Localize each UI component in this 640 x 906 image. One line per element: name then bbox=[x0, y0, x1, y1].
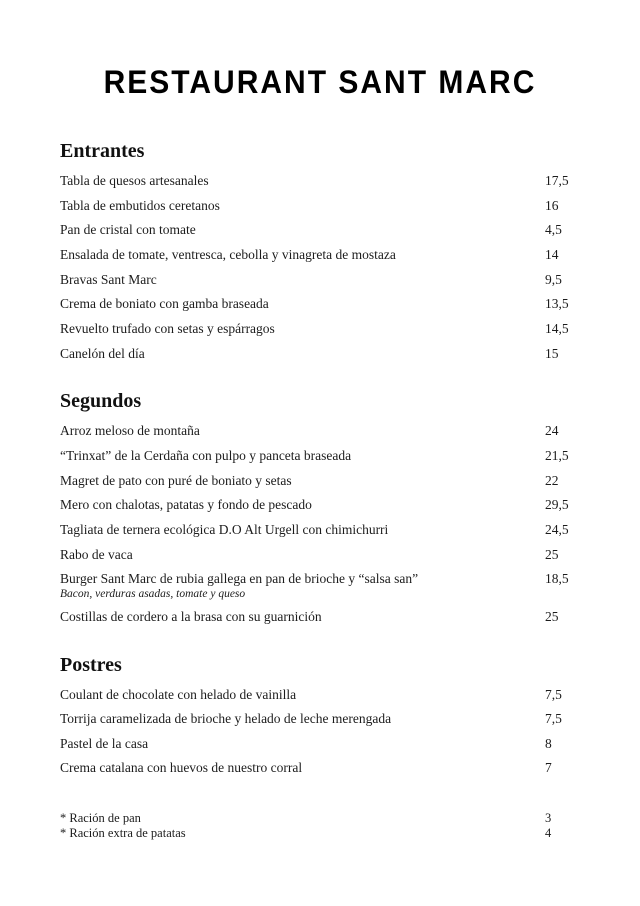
menu-item-price: 24,5 bbox=[545, 521, 569, 537]
menu-item-name-block bbox=[60, 567, 545, 605]
menu-item-name: “Trinxat” de la Cerdaña con pulpo y panceta braseada bbox=[60, 447, 352, 463]
menu-item-row bbox=[60, 518, 580, 543]
menu-item-row bbox=[60, 567, 580, 605]
menu-item-row bbox=[60, 419, 580, 444]
menu-item-price: 24 bbox=[545, 423, 559, 439]
menu-item-price: 22 bbox=[545, 472, 559, 488]
restaurant-title: RESTAURANT SANT MARC bbox=[103, 64, 537, 101]
menu-item-name: Revuelto trufado con setas y espárragos bbox=[60, 320, 275, 336]
menu-item-name: Torrija caramelizada de brioche y helado de leche merengada bbox=[60, 711, 392, 727]
menu-item-price: 15 bbox=[545, 345, 559, 361]
menu-item-price: 9,5 bbox=[545, 271, 562, 287]
section-heading-postres: Postres bbox=[60, 653, 122, 676]
menu-item-row bbox=[60, 493, 580, 518]
footnote-name: * Ración de pan bbox=[60, 811, 141, 826]
section-heading-segundos: Segundos bbox=[60, 390, 142, 413]
menu-item-price: 18,5 bbox=[545, 571, 569, 587]
menu-item-name: Coulant de chocolate con helado de vainilla bbox=[60, 686, 297, 702]
menu-item-note: Bacon, verduras asadas, tomate y queso bbox=[60, 587, 246, 600]
menu-item-price: 14,5 bbox=[545, 320, 569, 336]
menu-item-row bbox=[60, 243, 580, 268]
footnote-price: 4 bbox=[545, 826, 552, 841]
menu-item-price: 16 bbox=[545, 197, 559, 213]
footnote-name: * Ración extra de patatas bbox=[60, 826, 186, 841]
menu-item-row bbox=[60, 194, 580, 219]
menu-item-row bbox=[60, 543, 580, 568]
menu-item-name: Arroz meloso de montaña bbox=[60, 423, 200, 439]
menu-item-name: Pastel de la casa bbox=[60, 735, 149, 751]
menu-item-name: Bravas Sant Marc bbox=[60, 271, 157, 287]
menu-item-row bbox=[60, 292, 580, 317]
menu-item-price: 8 bbox=[545, 735, 552, 751]
section-items-postres bbox=[60, 683, 580, 782]
section-items-entrantes bbox=[60, 169, 580, 366]
footnote-price: 3 bbox=[545, 811, 552, 826]
menu-item-price: 14 bbox=[545, 246, 559, 262]
menu-item-row bbox=[60, 169, 580, 194]
menu-item-name: Tagliata de ternera ecológica D.O Alt Urgell con chimichurri bbox=[60, 521, 389, 537]
section-items-segundos bbox=[60, 419, 580, 629]
menu-item-row bbox=[60, 683, 580, 708]
menu-item-name: Rabo de vaca bbox=[60, 546, 133, 562]
menu-item-row bbox=[60, 756, 580, 781]
menu-item-price: 17,5 bbox=[545, 173, 569, 188]
menu-item-price: 7,5 bbox=[545, 711, 562, 727]
menu-item-name: Crema de boniato con gamba braseada bbox=[60, 296, 269, 312]
menu-item-name: Crema catalana con huevos de nuestro corral bbox=[60, 760, 303, 776]
menu-item-price: 29,5 bbox=[545, 497, 569, 513]
menu-item-price: 25 bbox=[545, 608, 559, 624]
menu-item-name: Ensalada de tomate, ventresca, cebolla y vinagreta de mostaza bbox=[60, 246, 396, 262]
menu-item-row bbox=[60, 268, 580, 293]
menu-item-name: Magret de pato con puré de boniato y setas bbox=[60, 472, 292, 488]
menu-item-price: 7 bbox=[545, 760, 552, 776]
footnote-row bbox=[60, 826, 580, 841]
menu-item-price: 25 bbox=[545, 546, 559, 562]
menu-item-price: 21,5 bbox=[545, 447, 569, 463]
menu-item-name: Burger Sant Marc de rubia gallega en pan de brioche y “salsa san” bbox=[60, 571, 419, 587]
menu-content bbox=[60, 138, 580, 841]
menu-item-price: 13,5 bbox=[545, 296, 569, 312]
menu-item-name: Pan de cristal con tomate bbox=[60, 222, 196, 238]
menu-item-row bbox=[60, 218, 580, 243]
menu-item-row bbox=[60, 707, 580, 732]
menu-item-name: Tabla de quesos artesanales bbox=[60, 173, 209, 188]
menu-item-row bbox=[60, 732, 580, 757]
menu-item-price: 7,5 bbox=[545, 686, 562, 702]
section-heading-entrantes: Entrantes bbox=[60, 140, 145, 162]
footnotes bbox=[60, 811, 580, 841]
menu-item-name: Costillas de cordero a la brasa con su guarnición bbox=[60, 608, 322, 624]
menu-item-row bbox=[60, 444, 580, 469]
menu-item-name: Mero con chalotas, patatas y fondo de pescado bbox=[60, 497, 312, 513]
menu-item-row bbox=[60, 317, 580, 342]
footnote-row bbox=[60, 811, 580, 826]
menu-item-name: Tabla de embutidos ceretanos bbox=[60, 197, 220, 213]
menu-item-name: Canelón del día bbox=[60, 345, 145, 361]
menu-item-price: 4,5 bbox=[545, 222, 562, 238]
menu-item-row bbox=[60, 605, 580, 630]
menu-item-row bbox=[60, 469, 580, 494]
menu-item-row bbox=[60, 342, 580, 367]
